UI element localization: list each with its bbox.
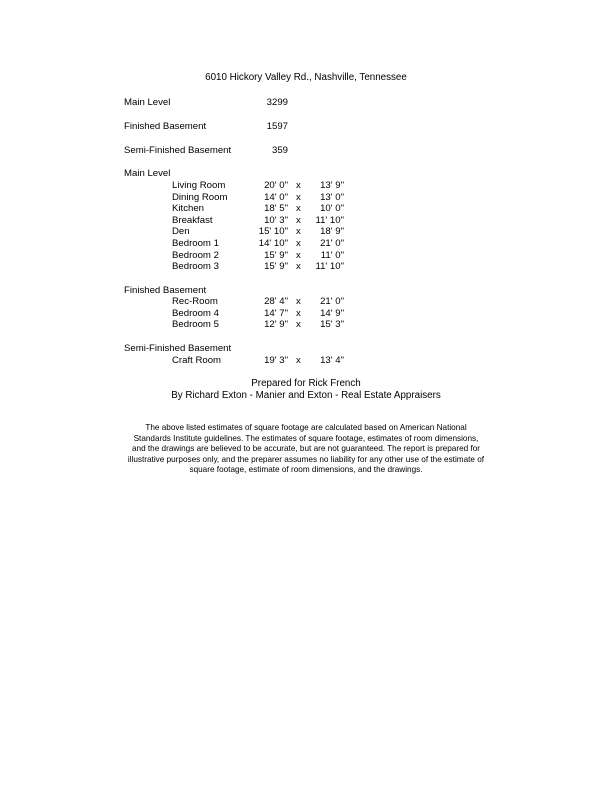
room-length: 14' 9" xyxy=(320,307,344,319)
summary-label: Finished Basement xyxy=(124,121,207,132)
room-length: 15' 3" xyxy=(320,319,344,331)
room-name: Craft Room xyxy=(172,355,222,366)
dimension-separator: x xyxy=(296,296,301,307)
dimension-separator: x xyxy=(296,214,301,226)
room-length: 13' 0" xyxy=(320,191,344,203)
room-name: Bedroom 2 xyxy=(172,249,219,261)
document-title: 6010 Hickory Valley Rd., Nashville, Tennessee xyxy=(205,72,407,83)
summary-row-finished-basement xyxy=(124,121,304,133)
disclaimer-text: The above listed estimates of square footage are calculated based on American National Standards Institute guidelines. The estimates of square footage, estimates of room dimensions, and the drawings are believed to be accurate, but are not guaranteed. The report is prepared for illustrative purposes only, and the preparer assumes no liability for any other use of the estimate of square footage, estimate of room dimensions, and the drawings. xyxy=(127,423,485,475)
summary-value: 1597 xyxy=(266,121,288,132)
summary-label: Semi-Finished Basement xyxy=(124,145,232,156)
dimension-separator: x xyxy=(296,355,301,366)
summary-row-main-level xyxy=(124,97,304,109)
room-length: 18' 9" xyxy=(320,226,344,238)
room-length: 10' 0" xyxy=(320,203,344,215)
dimension-separator: x xyxy=(296,237,301,249)
summary-value: 3299 xyxy=(266,97,288,108)
room-width: 20' 0" xyxy=(264,180,288,191)
room-name: Kitchen xyxy=(172,203,204,215)
room-width: 14' 0" xyxy=(264,191,288,203)
prepared-by: By Richard Exton - Manier and Exton - Real Estate Appraisers xyxy=(171,390,441,401)
dimension-separator: x xyxy=(296,319,301,331)
room-width: 18' 5" xyxy=(264,203,288,215)
room-name: Rec-Room xyxy=(172,296,218,307)
room-length: 21' 0" xyxy=(320,296,344,307)
room-name: Breakfast xyxy=(172,214,213,226)
dimension-separator: x xyxy=(296,226,301,238)
room-width: 14' 10" xyxy=(258,237,288,249)
room-name: Living Room xyxy=(172,180,226,191)
room-row xyxy=(0,203,612,215)
room-width: 10' 3" xyxy=(264,214,288,226)
room-length: 11' 0" xyxy=(320,249,344,261)
dimension-separator: x xyxy=(296,180,301,191)
room-width: 15' 9" xyxy=(264,249,288,261)
room-row xyxy=(0,319,612,331)
room-width: 12' 9" xyxy=(264,319,288,331)
room-name: Bedroom 3 xyxy=(172,261,219,273)
room-row xyxy=(0,192,612,204)
room-width: 15' 9" xyxy=(264,261,288,273)
summary-row-semi-finished-basement xyxy=(124,145,304,157)
room-row xyxy=(0,180,612,192)
room-length: 11' 10" xyxy=(315,261,344,273)
room-row xyxy=(0,226,612,238)
room-length: 21' 0" xyxy=(320,237,344,249)
room-row xyxy=(0,296,612,308)
room-name: Bedroom 1 xyxy=(172,237,219,249)
summary-value: 359 xyxy=(271,145,288,156)
room-name: Dining Room xyxy=(172,191,228,203)
dimension-separator: x xyxy=(296,307,301,319)
room-length: 13' 9" xyxy=(320,180,344,191)
room-width: 19' 3" xyxy=(264,355,288,366)
dimension-separator: x xyxy=(296,261,301,273)
room-row xyxy=(0,308,612,320)
room-list-main-level xyxy=(0,180,612,273)
room-row xyxy=(0,215,612,227)
room-width: 28' 4" xyxy=(264,296,288,307)
room-row xyxy=(0,355,612,367)
room-name: Bedroom 5 xyxy=(172,319,219,331)
section-heading-finished-basement: Finished Basement xyxy=(124,285,207,296)
section-heading-main-level: Main Level xyxy=(124,168,171,179)
section-heading-semi-finished-basement: Semi-Finished Basement xyxy=(124,343,232,354)
room-row xyxy=(0,250,612,262)
room-width: 15' 10" xyxy=(258,226,288,238)
room-length: 13' 4" xyxy=(320,355,344,366)
dimension-separator: x xyxy=(296,191,301,203)
dimension-separator: x xyxy=(296,249,301,261)
room-name: Den xyxy=(172,226,190,238)
summary-label: Main Level xyxy=(124,97,171,108)
room-list-semi-finished-basement xyxy=(0,355,612,367)
room-name: Bedroom 4 xyxy=(172,307,219,319)
room-length: 11' 10" xyxy=(315,214,344,226)
room-row xyxy=(0,261,612,273)
prepared-for: Prepared for Rick French xyxy=(251,378,361,389)
room-row xyxy=(0,238,612,250)
dimension-separator: x xyxy=(296,203,301,215)
room-width: 14' 7" xyxy=(264,307,288,319)
room-list-finished-basement xyxy=(0,296,612,331)
